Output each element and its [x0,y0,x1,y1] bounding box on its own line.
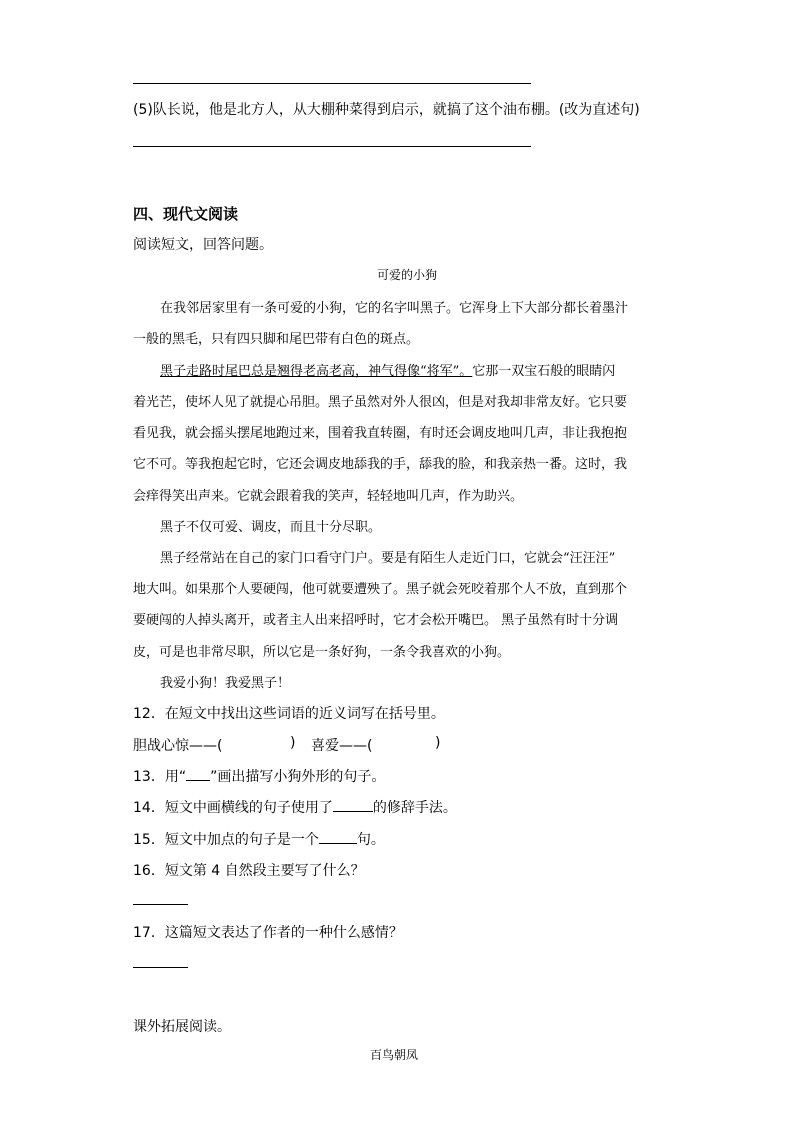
underlined-sentence: 黑子走路时尾巴总是翘得老高老高，神气得像“将军”。 [160,364,473,379]
reading-instruction: 阅读短文，回答问题。 [133,237,273,253]
question-5: (5)队长说，他是北方人，从大棚种菜得到启示，就搞了这个油布棚。(改为直述句) [133,102,640,118]
passage-line: 看见我，就会摇头摆尾地跑过来，围着我直转圈，有时还会调皮地叫几声，非让我抱抱 [133,426,628,441]
question-12-blank-b: 喜爱——( [311,738,373,754]
answer-blank [333,811,373,812]
passage-line: 会痒得笑出声来。它就会跟着我的笑声，轻轻地叫几声，作为助兴。 [133,489,524,504]
question-13 [133,766,385,786]
answer-blank [186,780,210,781]
question-text: 的修辞手法。 [372,800,457,816]
section-heading: 四、现代文阅读 [133,205,239,223]
passage-line: 它不可。等我抱起它时，它还会调皮地舔我的手，舔我的脸，和我亲热一番。这时，我 [133,457,628,472]
passage-text: 它那一双宝石般的眼睛闪 [472,364,616,379]
question-text: 13．用“ [133,769,187,785]
passage-line: 地大叫。如果那个人要硬闯，他可就要遭殃了。黑子就会死咬着那个人不放，直到那个 [133,582,628,597]
paren-close: ) [290,735,296,751]
question-12-blank-a: 胆战心惊——( [133,738,223,754]
extension-title: 百鸟朝凤 [370,1048,419,1062]
question-14 [133,797,457,817]
passage-line: 要硬闯的人掉头离开，或者主人出来招呼时，它才会松开嘴巴。 黑子虽然有时十分调 [133,613,619,628]
question-15 [133,829,385,849]
passage-line: 皮，可是也非常尽职，所以它是一条好狗，一条令我喜欢的小狗。 [133,645,511,660]
question-17: 17．这篇短文表达了作者的一种什么感情？ [133,925,403,941]
answer-line [133,83,531,84]
question-text: 句。 [356,832,385,848]
passage-line: 一般的黑毛，只有四只脚和尾巴带有白色的斑点。 [133,332,420,347]
question-12: 12．在短文中找出这些词语的近义词写在括号里。 [133,706,445,722]
answer-line [133,967,188,968]
question-text: ”画出描写小狗外形的句子。 [210,769,386,785]
passage-line: 在我邻居家里有一条可爱的小狗，它的名字叫黑子。它浑身上下大部分都长着墨汁 [160,301,629,316]
answer-line [133,904,188,905]
passage-line: 我爱小狗！我爱黑子！ [160,676,291,691]
question-16: 16．短文第 4 自然段主要写了什么？ [133,863,365,879]
question-text: 15．短文中加点的句子是一个 [133,832,319,848]
question-text: 14．短文中画横线的句子使用了 [133,800,333,816]
passage-title: 可爱的小狗 [377,268,438,282]
passage-line: 黑子经常站在自己的家门口看守门户。要是有陌生人走近门口，它就会“汪汪汪” [160,551,616,566]
paren-close: ) [435,735,441,751]
answer-blank [319,843,357,844]
passage-line: 着光芒，使坏人见了就提心吊胆。黑子虽然对外人很凶，但是对我却非常友好。它只要 [133,395,628,410]
extension-instruction: 课外拓展阅读。 [133,1019,231,1035]
answer-line [133,146,531,147]
passage-line: 黑子不仅可爱、调皮，而且十分尽职。 [160,520,382,535]
passage-line [160,360,615,379]
